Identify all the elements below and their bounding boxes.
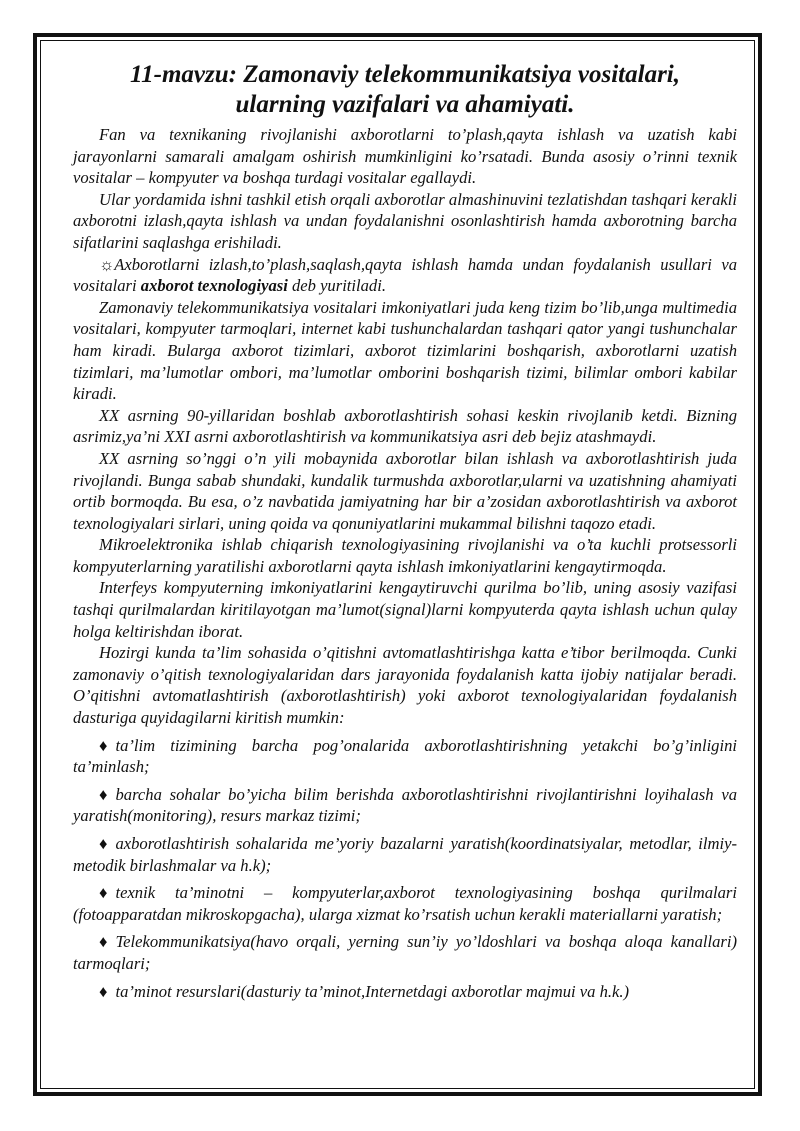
bullet-item bbox=[73, 735, 737, 778]
paragraph-3-bold: axborot texnologiyasi bbox=[140, 276, 288, 296]
paragraph-1: Fan va texnikaning rivojlanishi axborotlarni to’plash,qayta ishlash va uzatish kabi jarayonlarni samarali amalgam oshirish mumkinligini ko’rsatadi. Bunda asosiy o’rinni texnik vositalar – kompyuter va boshqa turdagi vositalar egallaydi. bbox=[73, 125, 737, 188]
title-line-1: 11-mavzu: Zamonaviy telekommunikatsiya vositalari, bbox=[130, 61, 680, 88]
bullet-item bbox=[73, 931, 737, 974]
document-body bbox=[73, 60, 737, 1002]
bullet-item bbox=[73, 882, 737, 925]
paragraph-2: Ular yordamida ishni tashkil etish orqali axborotlar almashinuvini tezlatishdan tashqari kerakli axborotni izlash,qayta ishlash va undan foydalanishni osonlashtirish hamda axborotning barcha sifatlarini saqlashga erishiladi. bbox=[73, 189, 737, 252]
diamond-bullet-icon: ♦ bbox=[99, 883, 108, 903]
paragraph-3-text: Axborotlarni izlash,to’plash,saqlash,qayta ishlash hamda undan foydalanish usullari va vositalari bbox=[73, 254, 737, 296]
bullet-text: barcha sohalar bo’yicha bilim berishda axborotlashtirishni rivojlantirishni loyihalash va yaratish(monitoring), resurs markaz tizimi; bbox=[73, 784, 737, 826]
diamond-bullet-icon: ♦ bbox=[99, 981, 108, 1001]
diamond-bullet-icon: ♦ bbox=[99, 834, 108, 853]
bullet-text: ta’minot resurslari(dasturiy ta’minot,Internetdagi axborotlar majmui va h.k.) bbox=[115, 981, 630, 1001]
diamond-bullet-icon: ♦ bbox=[99, 784, 108, 804]
paragraph-9: Hozirgi kunda ta’lim sohasida o’qitishni avtomatlashtirishga katta e’tibor berilmoqda. Cunki zamonaviy o’qitish texnologiyalaridan dars jarayonida foydalanish katta ijobiy natijalar beradi. O’qitishni avtomatlashtirish (axborotlashtirish) yoki axborot texnologiyalaridan foydalanish dasturiga quyidagilarni kiritish mumkin: bbox=[73, 643, 737, 728]
sun-icon: ☼ bbox=[99, 254, 115, 274]
paragraph-4: Zamonaviy telekommunikatsiya vositalari imkoniyatlari juda keng tizim bo’lib,unga multimedia vositalari, kompyuter tarmoqlari, internet kabi tushunchalardan tashqari qator yangi tushunchalar ham kiradi. Bularga axborot tizimlari, axborot tizimlarini boshqarish, axborotlarni uzatish tizimlari, ma’lumotlar ombori, ma’lumotlar omborini boshqarish tizimi, bilimlar ombori kabilar kiradi. bbox=[73, 297, 737, 404]
bullet-item bbox=[73, 784, 737, 827]
bullet-item bbox=[73, 981, 737, 1003]
document-title bbox=[73, 60, 737, 120]
paragraph-3-end: deb yuritiladi. bbox=[287, 276, 386, 296]
title-line-2: ularning vazifalari va ahamiyati. bbox=[235, 91, 575, 118]
diamond-bullet-icon: ♦ bbox=[99, 735, 108, 755]
bullet-text: ta’lim tizimining barcha pog’onalarida axborotlashtirishning yetakchi bo’g’inligini ta’minlash; bbox=[73, 735, 737, 777]
bullet-text: axborotlashtirish sohalarida me’yoriy bazalarni yaratish(koordinatsiyalar, metodlar, ilmiy-metodik birlashmalar va h.k); bbox=[73, 834, 737, 875]
bullet-text: Telekommunikatsiya(havo orqali, yerning sun’iy yo’ldoshlari va boshqa aloqa kanallari) tarmoqlari; bbox=[73, 932, 737, 973]
paragraph-6: XX asrning so’nggi o’n yili mobaynida axborotlar bilan ishlash va axborotlashtirish juda rivojlandi. Bunga sabab shundaki, kundalik turmushda axborotlar,ularni va uzatishning ahamiyati ortib bormoqda. Bu esa, o’z navbatida jamiyatning har bir a’zosidan axborotlashtirish va axborot texnologiyalari sirlari, uning qoida va qonuniyatlarini mukammal bilishni taqozo etadi. bbox=[73, 448, 737, 533]
paragraph-3 bbox=[73, 254, 737, 297]
bullet-text: texnik ta’minotni – kompyuterlar,axborot texnologiyasining boshqa qurilmalari (fotoapparatdan mikroskopgacha), ularga xizmat ko’rsatish uchun kerakli materiallarni yaratish; bbox=[73, 883, 737, 924]
bullet-item bbox=[73, 833, 737, 876]
paragraph-5: XX asrning 90-yillaridan boshlab axborotlashtirish sohasi keskin rivojlanib ketdi. Bizning asrimiz,ya’ni XXI asrni axborotlashtirish va kommunikatsiya asri deb bejiz atashmaydi. bbox=[73, 405, 737, 447]
paragraph-8: Interfeys kompyuterning imkoniyatlarini kengaytiruvchi qurilma bo’lib, uning asosiy vazifasi tashqi qurilmalardan kiritilayotgan ma’lumot(signal)larni kompyuterda qayta ishlash uchun qulay holga keltirishdan iborat. bbox=[73, 578, 737, 641]
paragraph-7: Mikroelektronika ishlab chiqarish texnologiyasining rivojlanishi va o’ta kuchli protsessorli kompyuterlarning yaratilishi axborotlarni qayta ishlash imkoniyatlarini kengaytirmoqda. bbox=[73, 535, 737, 576]
diamond-bullet-icon: ♦ bbox=[99, 932, 108, 952]
